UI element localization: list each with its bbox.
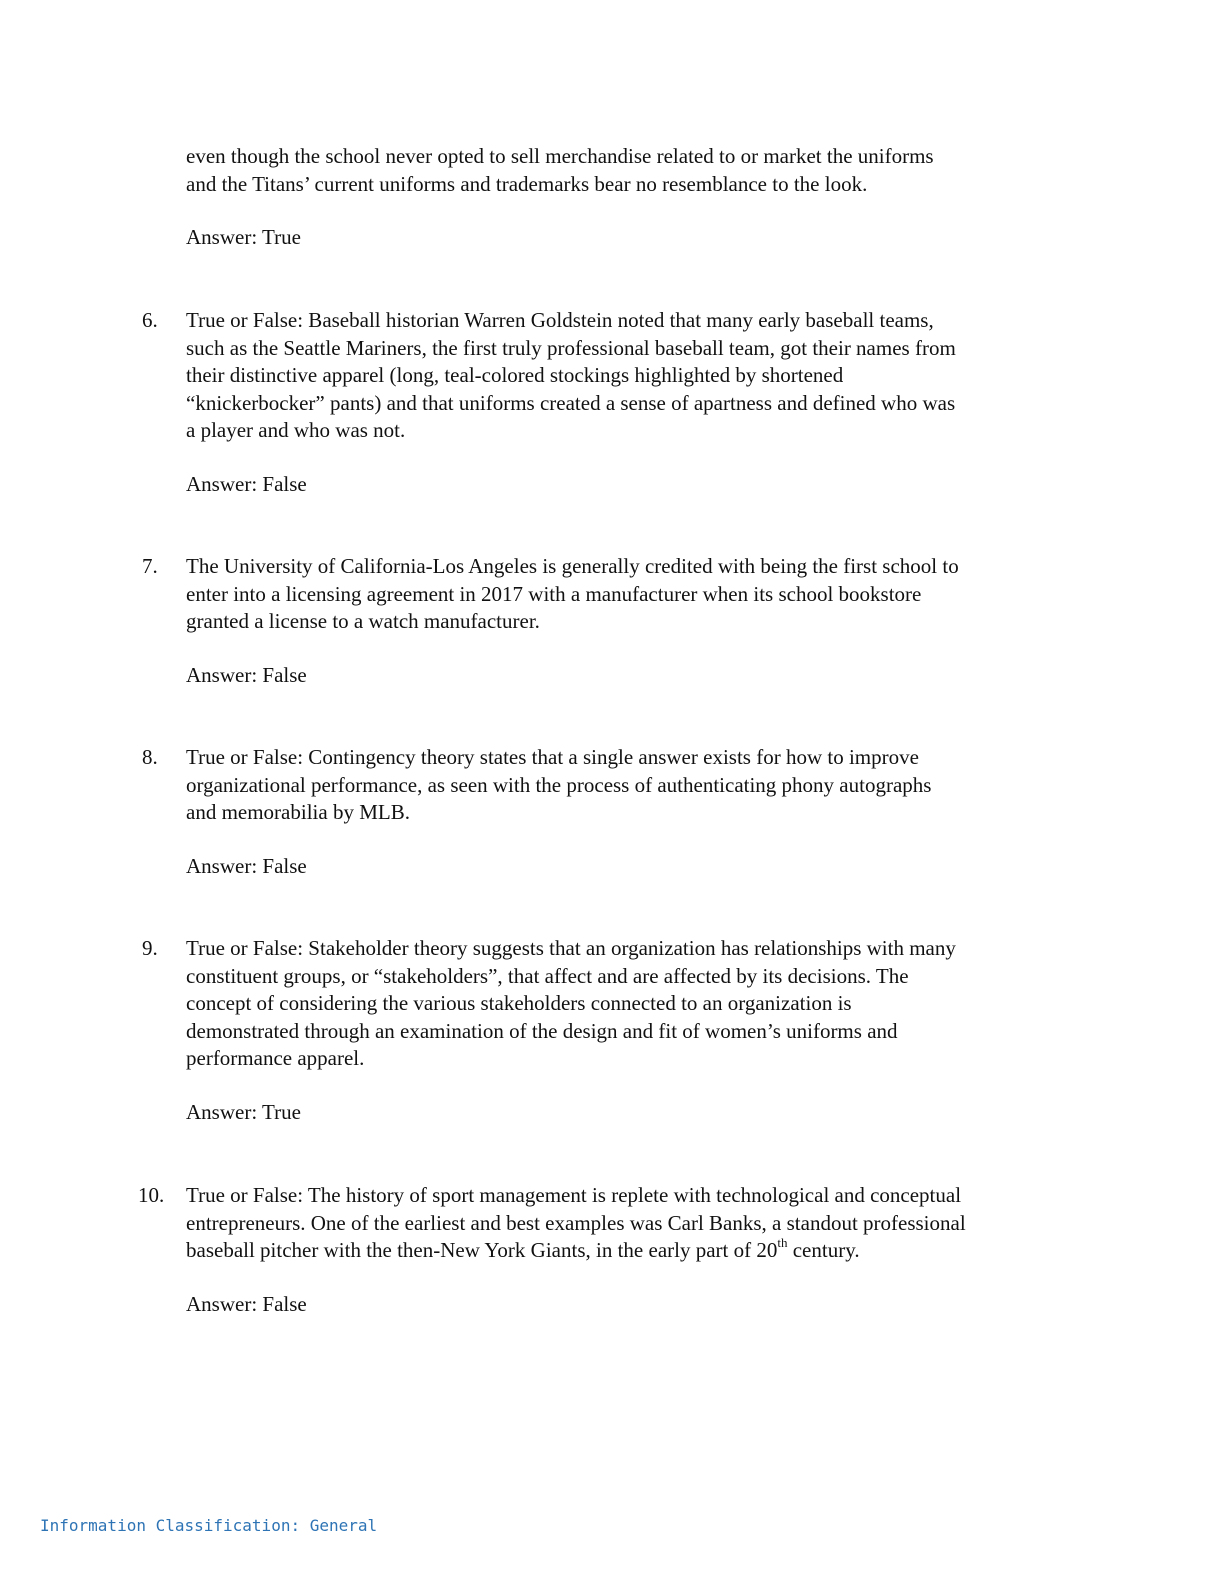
superscript-ordinal: th [777, 1235, 788, 1250]
question-line: True or False: Baseball historian Warren Goldstein noted that many early baseball teams, [186, 308, 934, 332]
question-number: 8. [142, 745, 158, 769]
question-line: such as the Seattle Mariners, the first truly professional baseball team, got their names from [186, 335, 956, 360]
question-number: 9. [142, 936, 158, 960]
question-answer: Answer: False [186, 472, 307, 496]
question-line: True or False: The history of sport management is replete with technological and conceptual [186, 1183, 962, 1207]
question-line: constituent groups, or “stakeholders”, that affect and are affected by its decisions. The [186, 963, 909, 988]
question-line-text: century. [787, 1238, 860, 1262]
question-text [186, 307, 1086, 445]
intro-line: even though the school never opted to sell merchandise related to or market the uniforms [186, 144, 934, 168]
question-line: True or False: Contingency theory states that a single answer exists for how to improve [186, 745, 919, 769]
question-number: 7. [142, 554, 158, 578]
intro-line: and the Titans’ current uniforms and trademarks bear no resemblance to the look. [186, 171, 868, 196]
question-line: concept of considering the various stakeholders connected to an organization is [186, 991, 852, 1015]
question-line: performance apparel. [186, 1046, 365, 1070]
question-line: demonstrated through an examination of the design and fit of women’s uniforms and [186, 1018, 898, 1043]
question-answer: Answer: True [186, 1100, 301, 1124]
question-line: a player and who was not. [186, 418, 406, 442]
question-text [186, 935, 1086, 1073]
question-line: their distinctive apparel (long, teal-colored stockings highlighted by shortened [186, 363, 844, 387]
question-answer: Answer: False [186, 854, 307, 878]
question-answer: Answer: False [186, 1292, 307, 1316]
intro-answer: Answer: True [186, 225, 301, 249]
classification-footer: Information Classification: General [40, 1516, 378, 1535]
question-text [186, 1182, 1086, 1265]
question-line [186, 1237, 1086, 1265]
question-line-text: baseball pitcher with the then-New York Giants, in the early part of 20 [186, 1238, 778, 1262]
question-line: granted a license to a watch manufacturer. [186, 609, 540, 633]
question-line: enter into a licensing agreement in 2017 with a manufacturer when its school bookstore [186, 581, 922, 606]
question-line: and memorabilia by MLB. [186, 800, 410, 824]
question-line: True or False: Stakeholder theory suggests that an organization has relationships with many [186, 936, 956, 960]
question-line: entrepreneurs. One of the earliest and best examples was Carl Banks, a standout professional [186, 1210, 966, 1235]
question-number: 10. [138, 1183, 165, 1207]
question-line: “knickerbocker” pants) and that uniforms created a sense of apartness and defined who was [186, 390, 956, 415]
question-answer: Answer: False [186, 663, 307, 687]
intro-paragraph [186, 143, 1086, 198]
question-text [186, 553, 1086, 636]
question-line: The University of California-Los Angeles is generally credited with being the first school to [186, 554, 959, 578]
question-number: 6. [142, 308, 158, 332]
question-line: organizational performance, as seen with the process of authenticating phony autographs [186, 772, 932, 797]
question-text [186, 744, 1086, 827]
